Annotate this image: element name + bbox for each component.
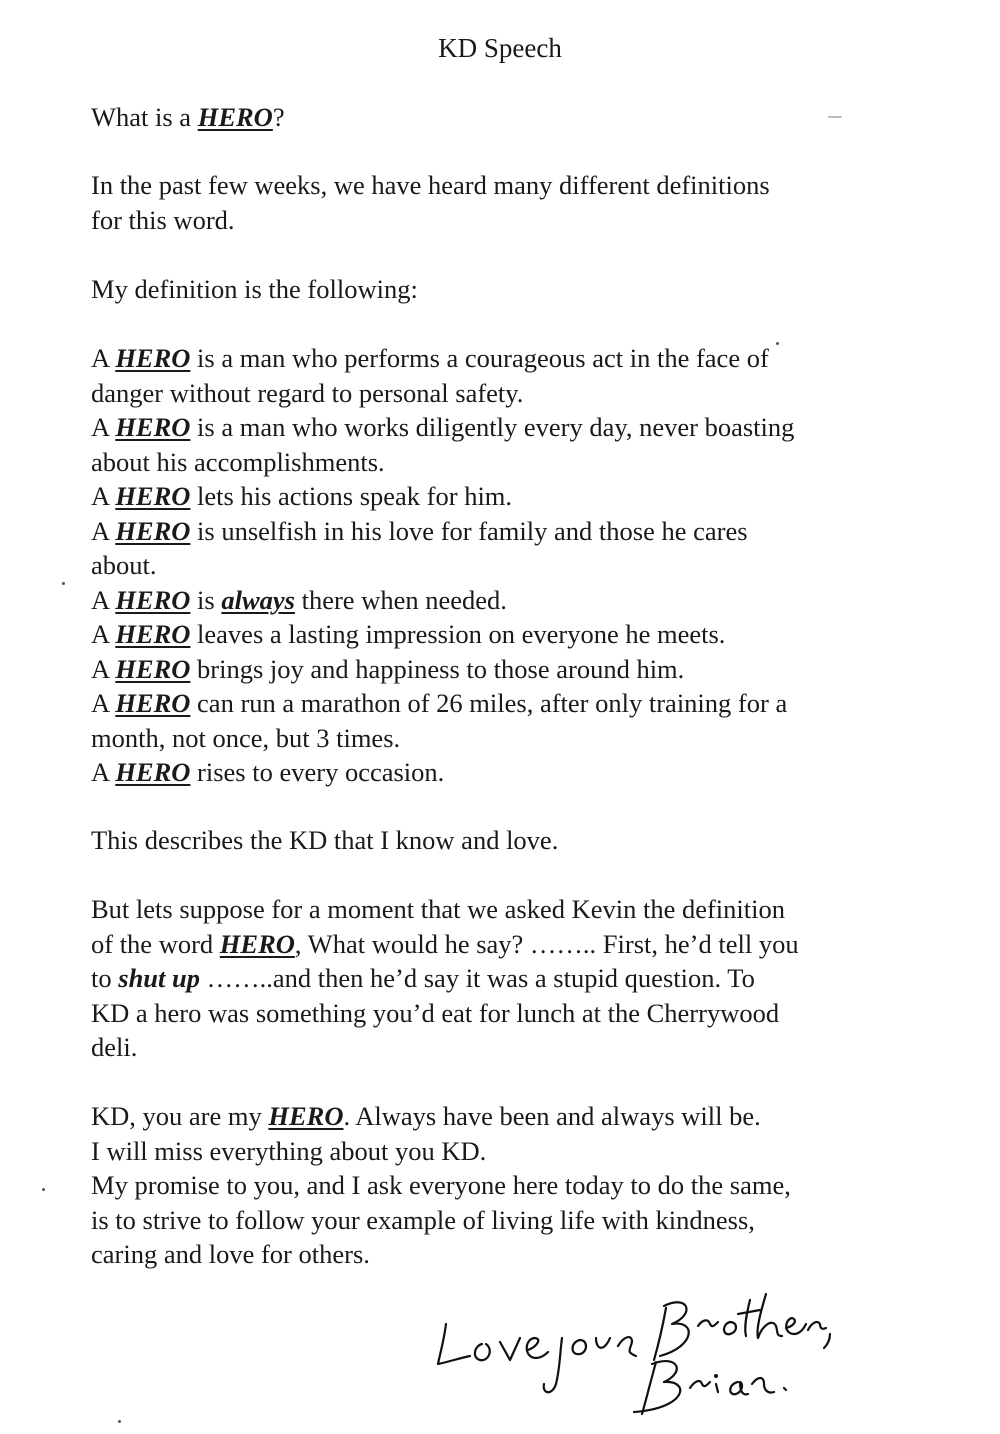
intro-paragraph: In the past few weeks, we have heard many different definitions for this word. (91, 170, 770, 235)
hero-word: HERO (115, 688, 191, 718)
shut-up-phrase: shut up (118, 963, 201, 993)
scan-speck (776, 342, 779, 345)
hero-word: HERO (115, 343, 191, 373)
scan-speck (62, 582, 65, 585)
hero-word: HERO (219, 928, 295, 959)
always-word: always (221, 584, 295, 615)
hero-word: HERO (115, 481, 191, 511)
scan-speck (118, 1420, 121, 1423)
hero-word: HERO (268, 1101, 344, 1131)
closing-paragraph: KD, you are my HERO. Always have been and always will be. I will miss everything about you KD. My promise to you, and I ask everyone here today to do the same, is to strive to follow your example of living life with kindness, caring and love for others. (91, 1101, 791, 1269)
handwritten-signature (420, 1280, 840, 1420)
definition-lead: My definition is the following: (91, 274, 418, 304)
suppose-paragraph: But lets suppose for a moment that we asked Kevin the definition of the word HERO, What would he say? …….. First, he’d tell you to shut up ……..and then he’d say it was a stupid question. To KD a hero was something you’d eat for lunch at the Cherrywood deli. (91, 894, 799, 1062)
scan-speck (828, 116, 842, 118)
scan-speck (42, 1188, 45, 1191)
hero-word: HERO (115, 619, 191, 649)
hero-word: HERO (115, 584, 191, 615)
hero-word: HERO (115, 653, 191, 684)
hero-word: HERO (115, 515, 191, 546)
page-title: KD Speech (438, 33, 562, 63)
hero-word: HERO (115, 757, 191, 787)
hero-word: HERO (115, 412, 191, 442)
describes-paragraph: This describes the KD that I know and love. (91, 825, 559, 855)
definitions-list: A HERO is a man who performs a courageous act in the face of danger without regard to personal safety. A HERO is a man who works diligently every day, never boasting about his accomplishments. A HERO lets his actions speak for him. A HERO is unselfish in his love for family and those he cares about. A HERO is always there when needed. A HERO leaves a lasting impression on everyone he meets. A HERO brings joy and happiness to those around him. A HERO can run a marathon of 26 miles, after only training for a month, not once, but 3 times. A HERO rises to every occasion. (91, 343, 795, 787)
hero-word: HERO (197, 102, 273, 132)
hero-question: What is a HERO? (91, 102, 285, 132)
